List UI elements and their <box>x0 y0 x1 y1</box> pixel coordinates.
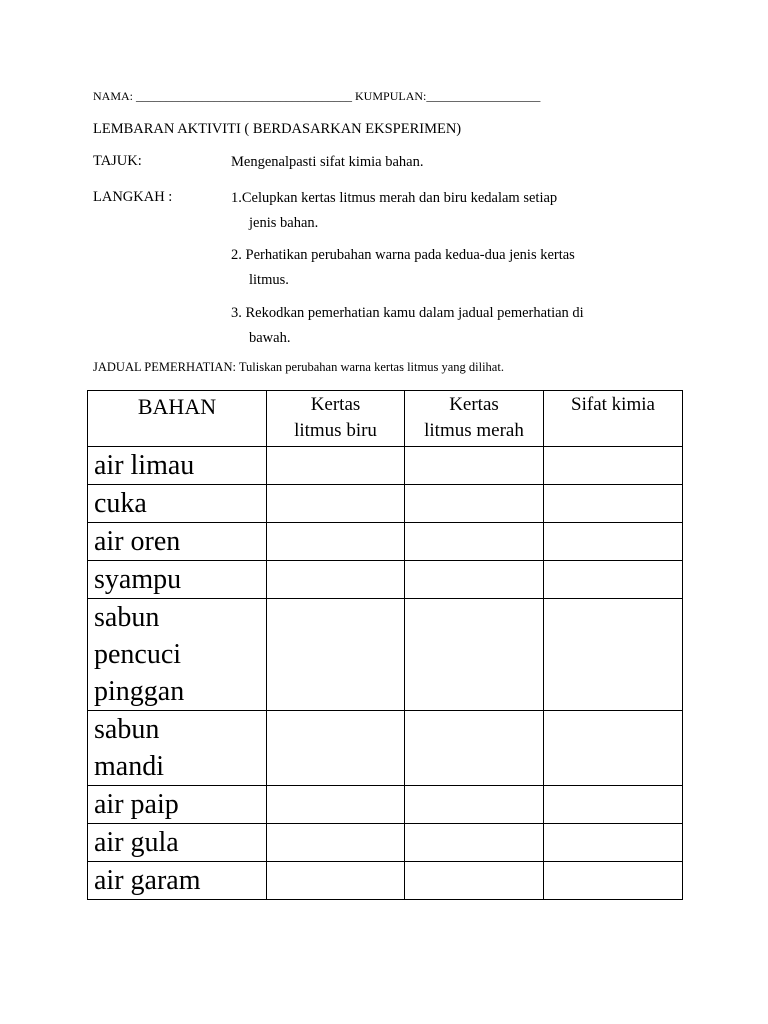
red-litmus-cell[interactable] <box>405 711 544 786</box>
header-line: litmus biru <box>294 420 377 441</box>
table-row <box>88 485 683 523</box>
red-litmus-cell[interactable] <box>405 786 544 824</box>
kumpulan-blank[interactable]: ___________________ <box>426 89 541 103</box>
chemical-property-cell[interactable] <box>544 599 683 711</box>
material-name: pencuci <box>94 639 182 670</box>
material-cell <box>88 447 267 485</box>
table-row <box>88 561 683 599</box>
name-group-line <box>93 89 540 104</box>
red-litmus-cell[interactable] <box>405 599 544 711</box>
header-line: BAHAN <box>137 394 217 419</box>
header-litmus-merah <box>405 391 544 447</box>
red-litmus-cell[interactable] <box>405 523 544 561</box>
material-name: sabun <box>94 714 160 745</box>
step-line: litmus. <box>249 272 289 288</box>
header-line: Kertas <box>449 394 499 415</box>
material-name: sabun <box>94 602 160 633</box>
blue-litmus-cell[interactable] <box>267 599 405 711</box>
table-row <box>88 447 683 485</box>
chemical-property-cell[interactable] <box>544 447 683 485</box>
chemical-property-cell[interactable] <box>544 711 683 786</box>
table-row <box>88 786 683 824</box>
material-cell <box>88 485 267 523</box>
step-line: 3. Rekodkan pemerhatian kamu dalam jadual pemerhatian di <box>231 305 584 321</box>
blue-litmus-cell[interactable] <box>267 561 405 599</box>
tajuk-text: Mengenalpasti sifat kimia bahan. <box>231 154 424 170</box>
table-row <box>88 862 683 900</box>
material-cell <box>88 561 267 599</box>
table-row <box>88 599 683 711</box>
nama-blank[interactable]: ____________________________________ <box>136 89 353 103</box>
blue-litmus-cell[interactable] <box>267 447 405 485</box>
table-row <box>88 824 683 862</box>
red-litmus-cell[interactable] <box>405 824 544 862</box>
step-line: jenis bahan. <box>249 215 319 231</box>
material-name: syampu <box>94 564 182 595</box>
table-row <box>88 523 683 561</box>
blue-litmus-cell[interactable] <box>267 862 405 900</box>
step-line: 2. Perhatikan perubahan warna pada kedua-dua jenis kertas <box>231 247 575 263</box>
red-litmus-cell[interactable] <box>405 561 544 599</box>
red-litmus-cell[interactable] <box>405 447 544 485</box>
material-cell <box>88 786 267 824</box>
header-line: Kertas <box>310 394 361 415</box>
step-line: bawah. <box>249 330 291 346</box>
activity-title: LEMBARAN AKTIVITI ( BERDASARKAN EKSPERIMEN) <box>93 121 462 137</box>
material-name: mandi <box>94 751 164 782</box>
table-header-row <box>88 391 683 447</box>
chemical-property-cell[interactable] <box>544 862 683 900</box>
material-name: air garam <box>94 865 201 896</box>
chemical-property-cell[interactable] <box>544 485 683 523</box>
material-cell <box>88 824 267 862</box>
material-cell <box>88 599 267 711</box>
kumpulan-label: KUMPULAN: <box>355 89 427 103</box>
header-litmus-biru <box>267 391 405 447</box>
material-name: air limau <box>94 450 195 481</box>
material-name: air paip <box>94 789 179 820</box>
blue-litmus-cell[interactable] <box>267 485 405 523</box>
nama-label: NAMA: <box>93 89 134 103</box>
chemical-property-cell[interactable] <box>544 786 683 824</box>
langkah-label: LANGKAH : <box>93 189 173 205</box>
step-2 <box>231 243 681 293</box>
red-litmus-cell[interactable] <box>405 862 544 900</box>
material-cell <box>88 523 267 561</box>
material-name: air gula <box>94 827 179 858</box>
tajuk-label: TAJUK: <box>93 153 142 169</box>
table-row <box>88 711 683 786</box>
chemical-property-cell[interactable] <box>544 561 683 599</box>
material-name: cuka <box>94 488 147 519</box>
red-litmus-cell[interactable] <box>405 485 544 523</box>
blue-litmus-cell[interactable] <box>267 711 405 786</box>
chemical-property-cell[interactable] <box>544 824 683 862</box>
observation-table <box>87 390 683 900</box>
material-cell <box>88 711 267 786</box>
chemical-property-cell[interactable] <box>544 523 683 561</box>
blue-litmus-cell[interactable] <box>267 523 405 561</box>
observation-title: JADUAL PEMERHATIAN: Tuliskan perubahan warna kertas litmus yang dilihat. <box>93 360 504 374</box>
header-sifat-kimia <box>544 391 683 447</box>
step-1 <box>231 186 681 236</box>
header-line: litmus merah <box>424 420 524 441</box>
blue-litmus-cell[interactable] <box>267 824 405 862</box>
step-line: 1.Celupkan kertas litmus merah dan biru kedalam setiap <box>231 190 558 206</box>
header-bahan <box>88 391 267 447</box>
blue-litmus-cell[interactable] <box>267 786 405 824</box>
material-name: pinggan <box>94 676 185 707</box>
material-name: air oren <box>94 526 181 557</box>
header-line: Sifat kimia <box>571 394 655 415</box>
material-cell <box>88 862 267 900</box>
step-3 <box>231 301 681 351</box>
